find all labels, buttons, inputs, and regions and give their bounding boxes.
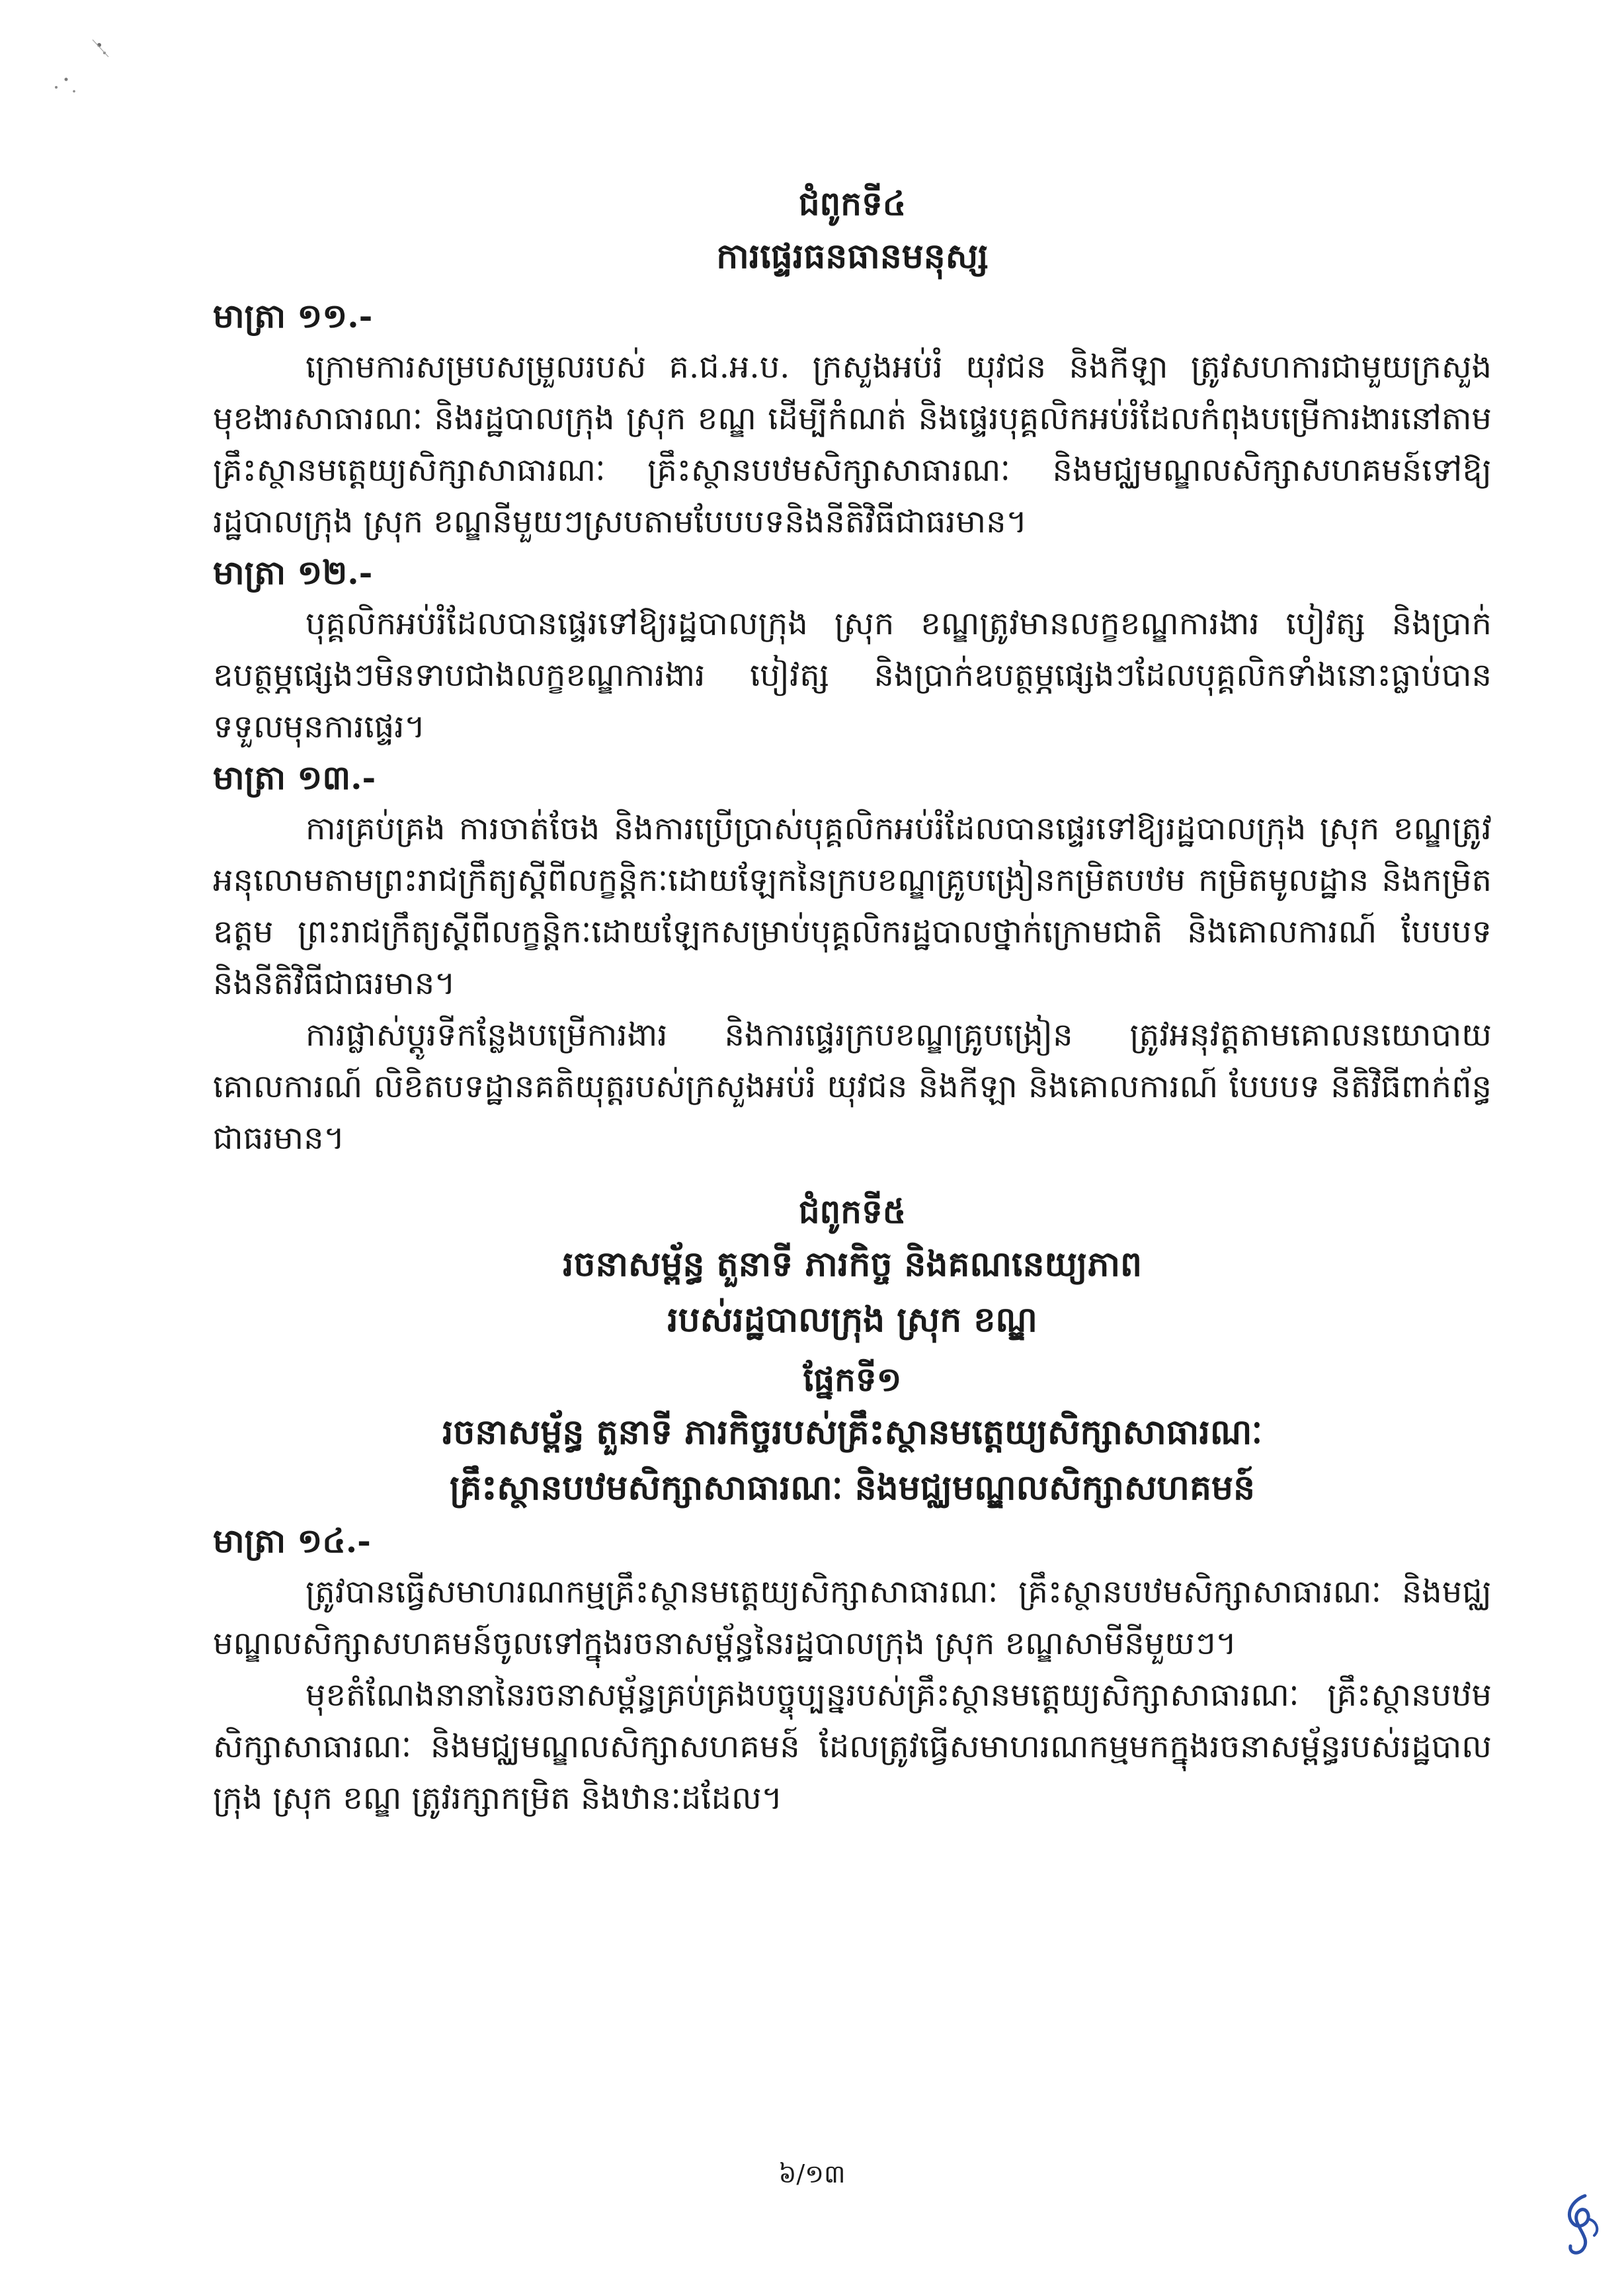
article-13-heading: មាត្រា ១៣.- (213, 758, 376, 797)
chapter-4-label: ជំពូកទី៤ (798, 184, 907, 223)
article-13-paragraph-2: ការផ្លាស់ប្ដូរទីកន្លែងបម្រើការងារ និងការផ្ទេរក្របខណ្ឌគ្រូបង្រៀន ត្រូវអនុវត្តតាមគោលនយោបាយ គោលការណ៍ លិខិតបទដ្ឋានគតិយុត្តរបស់ក្រសួងអប់រំ យុវជន និងកីឡា និងគោលការណ៍ បែបបទ នីតិវិធីពាក់ព័ន្ធជាធរមាន។ (213, 1017, 1492, 1157)
chapter-5-label: ជំពូកទី៥ (798, 1192, 907, 1231)
chapter-4-title: ការផ្ទេរធនធានមនុស្ស (716, 236, 989, 276)
part-1-label: ផ្នែកទី១ (803, 1360, 902, 1399)
article-12-paragraph: បុគ្គលិកអប់រំដែលបានផ្ទេរទៅឱ្យរដ្ឋបាលក្រុង ស្រុក ខណ្ឌត្រូវមានលក្ខខណ្ឌការងារ បៀវត្ស និងប្រាក់ឧបត្ថម្ភផ្សេងៗមិនទាបជាងលក្ខខណ្ឌការងារ បៀវត្ស និងប្រាក់ឧបត្ថម្ភផ្សេងៗដែលបុគ្គលិកទាំងនោះធ្លាប់បានទទួលមុនការផ្ទេរ។ (213, 605, 1492, 745)
chapter-5-title-line-1: រចនាសម្ព័ន្ធ តួនាទី ភារកិច្ច និងគណនេយ្យភាព (563, 1244, 1142, 1284)
initials-signature-icon (1551, 2189, 1610, 2262)
page-number: ៦/១៣ (778, 2159, 846, 2189)
scan-speck-icon (26, 26, 119, 106)
part-1-title-line-1: រចនាសម្ព័ន្ធ តួនាទី ភារកិច្ចរបស់គ្រឹះស្ថានមត្តេយ្យសិក្សាសាធារណៈ (442, 1412, 1263, 1452)
article-14-paragraph-2: មុខតំណែងនានានៃរចនាសម្ព័ន្ធគ្រប់គ្រងបច្ចុប្បន្នរបស់គ្រឹះស្ថានមត្តេយ្យសិក្សាសាធារណៈ គ្រឹះស្ថានបឋមសិក្សាសាធារណៈ និងមជ្ឈមណ្ឌលសិក្សាសហគមន៍ ដែលត្រូវធ្វើសមាហរណកម្មមកក្នុងរចនាសម្ព័ន្ធរបស់រដ្ឋបាលក្រុង ស្រុក ខណ្ឌ ត្រូវរក្សាកម្រិត និងឋានៈដដែល។ (213, 1677, 1492, 1817)
article-12-heading: មាត្រា ១២.- (213, 553, 373, 592)
article-11-paragraph: ក្រោមការសម្របសម្រួលរបស់ គ.ជ.អ.ប. ក្រសួងអប់រំ យុវជន និងកីឡា ត្រូវសហការជាមួយក្រសួងមុខងារសាធារណៈ និងរដ្ឋបាលក្រុង ស្រុក ខណ្ឌ ដើម្បីកំណត់ និងផ្ទេរបុគ្គលិកអប់រំដែលកំពុងបម្រើការងារនៅតាមគ្រឹះស្ថានមត្តេយ្យសិក្សាសាធារណៈ គ្រឹះស្ថានបឋមសិក្សាសាធារណៈ និងមជ្ឈមណ្ឌលសិក្សាសហគមន៍ទៅឱ្យរដ្ឋបាលក្រុង ស្រុក ខណ្ឌនីមួយៗស្របតាមបែបបទនិងនីតិវិធីជាធរមាន។ (213, 349, 1492, 540)
article-11-heading: មាត្រា ១១.- (213, 296, 373, 335)
article-14-paragraph-1: ត្រូវបានធ្វើសមាហរណកម្មគ្រឹះស្ថានមត្តេយ្យសិក្សាសាធារណៈ គ្រឹះស្ថានបឋមសិក្សាសាធារណៈ និងមជ្ឈមណ្ឌលសិក្សាសហគមន៍ចូលទៅក្នុងរចនាសម្ព័ន្ធនៃរដ្ឋបាលក្រុង ស្រុក ខណ្ឌសាមីនីមួយៗ។ (213, 1573, 1492, 1662)
article-13-paragraph-1: ការគ្រប់គ្រង ការចាត់ចែង និងការប្រើប្រាស់បុគ្គលិកអប់រំដែលបានផ្ទេរទៅឱ្យរដ្ឋបាលក្រុង ស្រុក ខណ្ឌត្រូវអនុលោមតាមព្រះរាជក្រឹត្យស្ដីពីលក្ខន្តិកៈដោយឡែកនៃក្របខណ្ឌគ្រូបង្រៀនកម្រិតបឋម កម្រិតមូលដ្ឋាន និងកម្រិតឧត្តម ព្រះរាជក្រឹត្យស្ដីពីលក្ខន្តិកៈដោយឡែកសម្រាប់បុគ្គលិករដ្ឋបាលថ្នាក់ក្រោមជាតិ និងគោលការណ៍ បែបបទ និងនីតិវិធីជាធរមាន។ (213, 810, 1492, 1002)
part-1-title-line-2: គ្រឹះស្ថានបឋមសិក្សាសាធារណៈ និងមជ្ឈមណ្ឌលសិក្សាសហគមន៍ (450, 1468, 1255, 1508)
document-body (213, 179, 1492, 1824)
chapter-5-title-line-2: របស់រដ្ឋបាលក្រុង ស្រុក ខណ្ឌ (667, 1300, 1037, 1340)
article-14-heading: មាត្រា ១៤.- (213, 1521, 371, 1560)
